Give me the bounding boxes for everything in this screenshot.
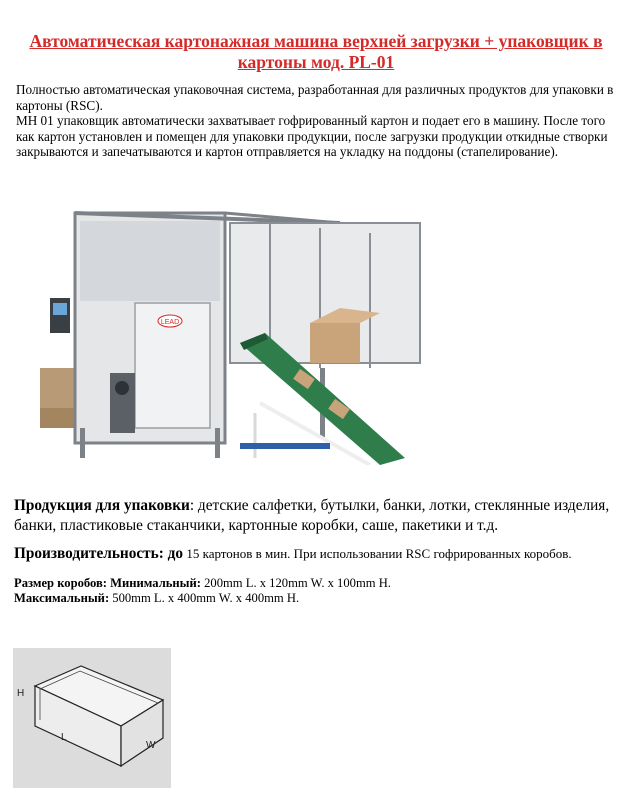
performance-label: Производительность: до [14, 545, 184, 562]
products-label: Продукция для упаковки [14, 497, 190, 514]
machine-photo [40, 173, 432, 465]
products-text: : детские салфетки, бутылки, банки, лотки, стеклянные изделия, банки, пластиковые стаканчики, картонные коробки, саше, пакетики и т.д. [14, 497, 610, 534]
diagram-l-label: L [61, 732, 67, 743]
panel-logo: LEAD [160, 319, 180, 326]
performance-text: 15 картонов в мин. При использовании RSC гофрированных коробов. [183, 546, 572, 561]
page-title: Автоматическая картонажная машина верхней загрузки + упаковщик в картоны мод. PL-01 [29, 31, 603, 72]
min-size-value: 200mm L. x 120mm W. x 100mm H. [200, 576, 391, 590]
diagram-h-label: H [17, 688, 25, 699]
max-size-label: Максимальный: [14, 591, 110, 605]
performance-section [14, 545, 618, 563]
diagram-w-label: W [146, 740, 156, 751]
box-sizes-section [14, 576, 618, 606]
min-size-label: Размер коробов: Минимальный: [14, 576, 201, 590]
intro-paragraph-1: Полностью автоматическая упаковочная система, разработанная для различных продуктов для упаковки в картоны (RSC). [16, 82, 614, 113]
box-dimensions-diagram [13, 648, 171, 788]
max-size-value: 500mm L. x 400mm W. x 400mm H. [109, 591, 300, 605]
intro-paragraph-2: МН 01 упаковщик автоматически захватывает гофрированный картон и подает его в машину. После того как картон установлен и помещен для упаковки продукции, после загрузки продукции откидные створки закрываются и запечатываются и картон отправляется на укладку на поддоны (стапелирование). [16, 113, 608, 159]
products-section [14, 496, 618, 536]
intro-text [16, 82, 616, 160]
